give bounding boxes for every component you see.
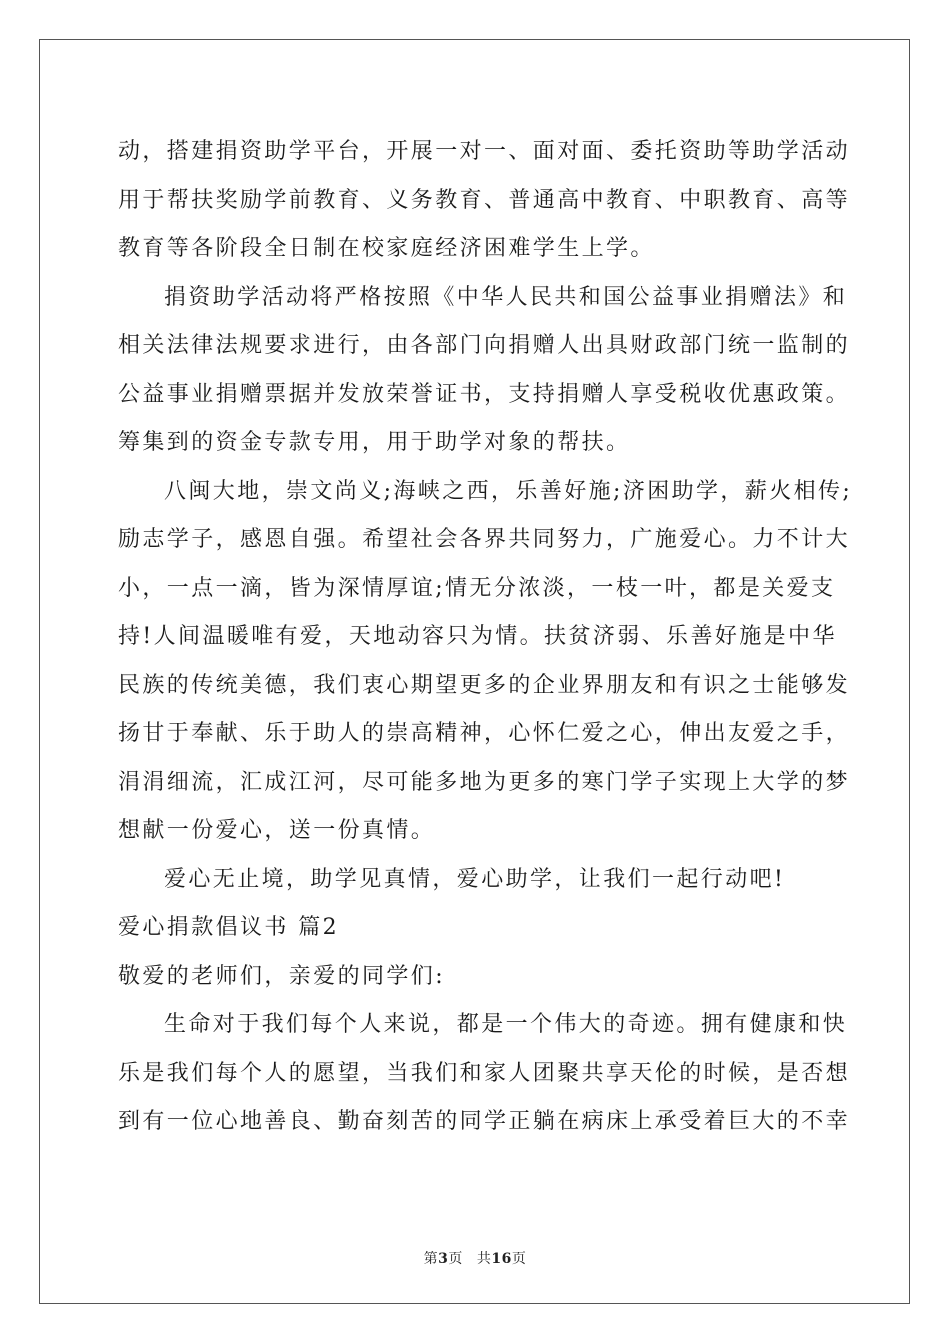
text-line: 乐是我们每个人的愿望，当我们和家人团聚共享天伦的时候，是否想 xyxy=(118,1060,851,1086)
document-body xyxy=(118,128,853,1147)
text-line: 捐资助学活动将严格按照《中华人民共和国公益事业捐赠法》和 xyxy=(164,284,848,310)
text-line: 持!人间温暖唯有爱，天地动容只为情。扶贫济弱、乐善好施是中华 xyxy=(118,624,837,649)
text-line: 涓涓细流，汇成江河，尽可能多地为更多的寒门学子实现上大学的梦 xyxy=(118,769,851,795)
page-prefix: 第 xyxy=(423,1251,439,1267)
page-footer xyxy=(0,1248,950,1268)
text-line: 到有一位心地善良、勤奋刻苦的同学正躺在病床上承受着巨大的不幸 xyxy=(118,1109,851,1134)
page-suffix: 页 xyxy=(448,1251,463,1267)
salutation: 敬爱的老师们，亲爱的同学们: xyxy=(118,963,446,989)
text-line: 民族的传统美德，我们衷心期望更多的企业界朋友和有识之士能够发 xyxy=(118,672,851,698)
text-line: 用于帮扶奖励学前教育、义务教育、普通高中教育、中职教育、高等 xyxy=(118,187,851,213)
section-heading: 爱心捐款倡议书 篇2 xyxy=(118,915,339,940)
text-line: 相关法律法规要求进行，由各部门向捐赠人出具财政部门统一监制的 xyxy=(118,333,851,358)
text-line: 公益事业捐赠票据并发放荣誉证书，支持捐赠人享受税收优惠政策。 xyxy=(118,381,851,407)
page-number: 3 xyxy=(438,1251,449,1267)
text-line: 教育等各阶段全日制在校家庭经济困难学生上学。 xyxy=(118,236,655,261)
total-suffix: 页 xyxy=(511,1251,527,1267)
text-line: 扬甘于奉献、乐于助人的崇高精神，心怀仁爱之心，伸出友爱之手， xyxy=(118,721,851,746)
text-line: 筹集到的资金专款专用，用于助学对象的帮扶。 xyxy=(118,430,631,455)
text-line: 小，一点一滴，皆为深情厚谊;情无分浓淡，一枝一叶，都是关爱支 xyxy=(118,575,836,601)
text-line: 爱心无止境，助学见真情，爱心助学，让我们一起行动吧! xyxy=(164,866,786,892)
total-prefix: 共 xyxy=(476,1251,492,1267)
text-line: 想献一份爱心，送一份真情。 xyxy=(118,818,436,843)
text-line: 生命对于我们每个人来说，都是一个伟大的奇迹。拥有健康和快 xyxy=(164,1012,848,1037)
text-line: 励志学子，感恩自强。希望社会各界共同努力，广施爱心。力不计大 xyxy=(118,527,851,552)
page-total: 16 xyxy=(491,1251,512,1267)
text-line: 八闽大地，崇文尚义;海峡之西，乐善好施;济困助学，薪火相传; xyxy=(164,478,853,504)
text-line: 动，搭建捐资助学平台，开展一对一、面对面、委托资助等助学活动 xyxy=(118,139,851,164)
